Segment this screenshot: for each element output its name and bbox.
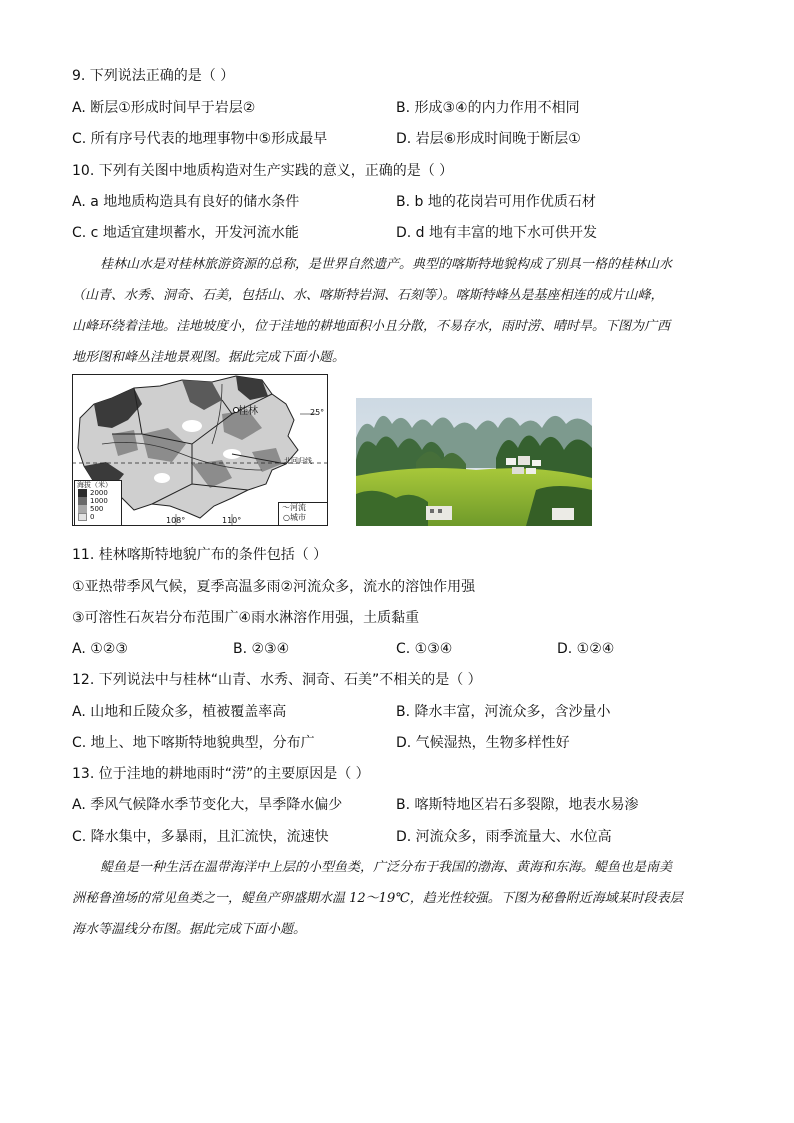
legend-title: 海拔（米）	[77, 481, 112, 489]
map-lon-right: 110°	[222, 516, 242, 525]
q11-option-b[interactable]: B. ②③④	[233, 641, 290, 657]
q11-statements-2: ③可溶性石灰岩分布范围广④雨水淋溶作用强，土质黏重	[72, 610, 420, 626]
q9-option-b[interactable]: B. 形成③④的内力作用不相同	[396, 100, 580, 116]
legend-value-0: 0	[90, 513, 95, 521]
q11-option-d[interactable]: D. ①②④	[557, 641, 615, 657]
q13-stem: 13. 位于洼地的耕地雨时“涝”的主要原因是（ ）	[72, 766, 370, 782]
map-elevation-legend	[74, 480, 122, 526]
passage-guilin-line-3: 山峰环绕着洼地。洼地坡度小，位于洼地的耕地面积小且分散，不易存水，雨时涝、晴时旱。下图为广西	[72, 319, 671, 334]
q11-option-c[interactable]: C. ①③④	[396, 641, 453, 657]
legend-river: 河流	[290, 503, 306, 512]
map-lon-left: 108°	[166, 516, 186, 525]
q9-stem: 9. 下列说法正确的是（ ）	[72, 68, 235, 84]
map-city-label: 桂林	[238, 406, 258, 417]
river-symbol-icon: 〜	[282, 503, 290, 512]
map-symbol-legend	[278, 502, 328, 526]
map-lat-top: 25°	[310, 408, 325, 417]
passage-anchovy	[72, 852, 722, 945]
q12-stem: 12. 下列说法中与桂林“山青、水秀、洞奇、石美”不相关的是（ ）	[72, 672, 482, 688]
q9-option-c[interactable]: C. 所有序号代表的地理事物中⑤形成最早	[72, 131, 328, 147]
q13-option-c[interactable]: C. 降水集中，多暴雨，且汇流快，流速快	[72, 829, 329, 845]
city-symbol-icon: ○	[283, 513, 290, 522]
q12-option-b[interactable]: B. 降水丰富，河流众多，含沙量小	[396, 704, 611, 720]
q12-option-a[interactable]: A. 山地和丘陵众多，植被覆盖率高	[72, 704, 287, 720]
q12-option-c[interactable]: C. 地上、地下喀斯特地貌典型，分布广	[72, 735, 315, 751]
q11-stem: 11. 桂林喀斯特地貌广布的条件包括（ ）	[72, 547, 328, 563]
q13-option-b[interactable]: B. 喀斯特地区岩石多裂隙，地表水易渗	[396, 797, 639, 813]
passage-guilin-line-4: 地形图和峰丛洼地景观图。据此完成下面小题。	[72, 350, 346, 365]
passage-anchovy-line-1: 鳀鱼是一种生活在温带海洋中上层的小型鱼类，广泛分布于我国的渤海、黄海和东海。鳀鱼也是南美	[100, 860, 673, 875]
guangxi-terrain-map	[72, 374, 328, 526]
legend-value-500: 500	[90, 505, 104, 513]
passage-anchovy-line-2: 洲秘鲁渔场的常见鱼类之一，鳀鱼产卵盛期水温 12～19℃，趋光性较强。下图为秘鲁附近海域某时段表层	[72, 891, 683, 906]
q10-option-c[interactable]: C. c 地适宜建坝蓄水，开发河流水能	[72, 225, 299, 241]
legend-value-1000: 1000	[90, 497, 108, 505]
q11-statements-1: ①亚热带季风气候，夏季高温多雨②河流众多，流水的溶蚀作用强	[72, 579, 476, 595]
passage-guilin	[72, 249, 722, 373]
q12-option-d[interactable]: D. 气候湿热，生物多样性好	[396, 735, 570, 751]
q9-option-d[interactable]: D. 岩层⑥形成时间晚于断层①	[396, 131, 581, 147]
karst-landscape-photo	[356, 398, 592, 526]
q10-stem: 10. 下列有关图中地质构造对生产实践的意义，正确的是（ ）	[72, 163, 454, 179]
passage-guilin-line-2: （山青、水秀、洞奇、石美，包括山、水、喀斯特岩洞、石刻等）。喀斯特峰丛是基座相连的成片山峰，	[72, 288, 664, 303]
legend-city: 城市	[289, 513, 306, 522]
q13-option-d[interactable]: D. 河流众多，雨季流量大、水位高	[396, 829, 612, 845]
passage-guilin-line-1: 桂林山水是对桂林旅游资源的总称，是世界自然遗产。典型的喀斯特地貌构成了别具一格的桂林山水	[100, 257, 673, 272]
q9-option-a[interactable]: A. 断层①形成时间早于岩层②	[72, 100, 256, 116]
karst-photo-svg	[356, 398, 592, 526]
q10-option-a[interactable]: A. a 地地质构造具有良好的储水条件	[72, 194, 300, 210]
q10-option-d[interactable]: D. d 地有丰富的地下水可供开发	[396, 225, 598, 241]
legend-value-2000: 2000	[90, 489, 108, 497]
map-tropic-label: 北回归线	[284, 457, 312, 465]
q13-option-a[interactable]: A. 季风气候降水季节变化大，旱季降水偏少	[72, 797, 343, 813]
q10-option-b[interactable]: B. b 地的花岗岩可用作优质石材	[396, 194, 596, 210]
q11-option-a[interactable]: A. ①②③	[72, 641, 128, 657]
passage-anchovy-line-3: 海水等温线分布图。据此完成下面小题。	[72, 922, 307, 937]
